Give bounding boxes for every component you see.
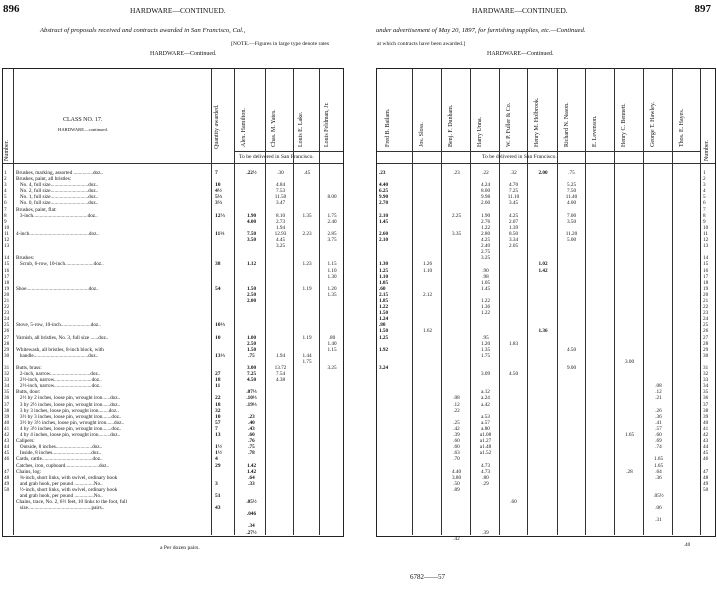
bidder-bennett: Henry C. Bennett. bbox=[621, 103, 627, 147]
delivery-banner-left: To be delivered in San Francisco. bbox=[239, 154, 314, 160]
left-row-numbers: 1 2 3 4 5 6 7 8 9 10 11 12 13 14 15 16 17 18 19 20 21 22 23 24 25 26 27 28 29 30 31 32 33 34 35 36 37 38 39 40 41 42 43 44 45 46 47 48 49 50 bbox=[4, 170, 10, 493]
hawley-column: .08 .12 .21 .26 .36 .41 .57 .60 .69 .74 1.65 1.65 .64 .36 .05½ .06 .31 bbox=[653, 383, 664, 524]
feldman-column: 8.00 1.75 2.40 2.85 3.75 1.15 1.10 1.30 1.20 1.35 .80 1.40 1.15 3.25 bbox=[327, 194, 337, 371]
bidder-fuller: W. P. Fuller & Co. bbox=[506, 102, 512, 147]
bidder-feldman: Louis Feldman, Jr. bbox=[324, 102, 330, 147]
quantity-column: 7 10 4½ 5⅓ 3⅔ 12⅔ 11⅓ 38 54 10⅓ 10 13⅓ 27 18 11 22 18 32 10 57 7 13 1½ 1½ 4 29 3 51 43 bbox=[215, 170, 225, 512]
right-running-head: HARDWARE—CONTINUED. bbox=[472, 6, 568, 15]
unna-column: .22 4.24 8.00 9.98 2.60 1.90 2.76 1.22 2.80 4.25 2.40 2.75 3.25 .90 .98 1.05 1.45 1.22 1.36 1.22 .95 1.20 1.35 1.75 3.09 a.12 a.24 a.42 a.53 a.57 a.80 a1.08 a1.27 a1.48 a1.52 4.73 4.73 .80 .29 .39 bbox=[479, 170, 492, 536]
hayes-column: .40 bbox=[683, 541, 691, 548]
left-section-title: HARDWARE—Continued. bbox=[150, 51, 217, 57]
footer-code: 6782——57 bbox=[410, 573, 445, 581]
note-continued: at which contracts have been awarded.] bbox=[377, 41, 466, 47]
bidder-hayes: Thos. E. Hayes. bbox=[679, 108, 685, 147]
bidder-unna: Harry Unna. bbox=[477, 117, 483, 147]
abstract-title-continued: under advertisement of May 20, 1897, for furnishing supplies, etc.—Continued. bbox=[376, 27, 586, 34]
right-table bbox=[376, 68, 716, 548]
nason-column: .75 5.25 7.50 11.40 4.00 7.00 3.50 11.20 5.00 4.50 9.00 bbox=[565, 170, 578, 371]
yates-column: .30 4.84 7.53 11.50 3.47 8.10 2.73 1.94 12.93 4.45 3.25 1.94 13.72 7.54 4.38 bbox=[274, 170, 287, 384]
bennett-column: 3.00 1.65 .28 bbox=[624, 358, 635, 475]
fuller-column: .32 4.70 7.25 11.10 3.45 4.25 2.07 1.39 8.50 3.34 2.05 1.83 4.50 .60 bbox=[507, 170, 520, 506]
left-page-number: 896 bbox=[3, 3, 20, 15]
left-items-column: Brushes, marking, assorted ...............doz.. Brushes, paint, all bristles: No. 4, full size.............................doz.. No. 2, full size.............................doz.. No. 1, full size.............................doz.. No. 0, full size.............................doz.. Brushes, paint, flat: 3-inch..........................................doz.. 4-inch..............................................doz.. Brushes: Scrub, 6-row, 10-inch......................doz.. Shoe................................................doz.. Stove, 5-row, 10-inch.......................doz.. Varnish, all bristles, No. 3, full size ......doz.. Whitewash, all bristles, 8-inch block, with handle..........................................doz.. Butts, brass: 2-inch, narrow...............................doz.. 2½-inch, narrow.............................doz.. 2½-inch, narrow.............................doz.. Butts, door: 2½ by 2 inches, loose pin, wrought iron......doz.. 3 by 2½ inches, loose pin, wrought iron......doz.. 3 by 3 inches, loose pin, wrought iron........doz.. 3½ by 3 inches, loose pin, wrought iron.......doz.. 3½ by 3½ inches, loose pin, wrought iron......doz.. 4 by 3½ inches, loose pin, wrought iron.......doz.. 4 by 4 inches, loose pin, wrought iron.........doz.. Calipers: Outside, 8 inches............................doz.. Inside, 8 inches..............................doz.. Cards, cattle.......................................doz.. Catches, iron, cupboard..........................doz.. Chains, log: ⅜-inch, short links, with swivel, ordinary hook and grab hook, per pound ...............No.. ½-inch, short links, with swivel, ordinary hook and grab hook, per pound ...............No.. Chains, trace, No. 2, 6½ feet, 10 links to the foot, full size.................................................pairs.. bbox=[16, 170, 127, 512]
left-table bbox=[2, 68, 344, 537]
number-column-header-right: Number. bbox=[704, 140, 710, 161]
abstract-title: Abstract of proposals received and contracts awarded in San Francisco, Cal., bbox=[40, 27, 246, 34]
right-row-numbers: 1 2 3 4 5 6 7 8 9 10 11 12 13 14 15 16 17 18 19 20 21 22 23 24 25 26 27 28 29 30 31 32 33 34 35 36 37 38 39 40 41 42 43 44 45 46 47 48 49 50 bbox=[703, 170, 709, 493]
quantity-column-header: Quantity awarded. bbox=[214, 104, 220, 149]
class-subheading: HARDWARE—continued. bbox=[58, 127, 108, 132]
footnote: a Per dozen pairs. bbox=[160, 545, 200, 551]
right-section-title: HARDWARE—Continued. bbox=[487, 51, 554, 57]
class-heading: CLASS NO. 17. bbox=[63, 117, 103, 123]
bidder-dunham: Benj. F. Dunham. bbox=[448, 104, 454, 147]
bidder-holbrook: Henry M. Holbrook. bbox=[534, 97, 540, 147]
bidder-sloss: Jos. Sloss. bbox=[419, 122, 425, 147]
bidder-bailam: Fred B. Bailam. bbox=[385, 108, 391, 147]
right-page-number: 897 bbox=[694, 3, 711, 15]
bidder-hawley: George T. Hawley. bbox=[650, 102, 656, 147]
bidder-levenson: E. Levenson. bbox=[592, 115, 598, 147]
holbrook-column: 2.00 1.02 1.42 1.36 bbox=[538, 170, 548, 335]
bailam-column: .23 4.40 6.25 9.90 2.70 2.10 1.45 2.60 2.10 1.30 1.25 1.10 1.05 .60 2.15 1.85 1.22 1.50 1.24 .80 1.50 1.25 1.92 3.24 bbox=[379, 170, 389, 371]
delivery-banner-right: To be delivered in San Francisco. bbox=[482, 154, 557, 160]
left-running-head: HARDWARE—CONTINUED. bbox=[130, 6, 226, 15]
dunham-column: .23 2.25 3.35 .08 .12 .22 .25 .42 .39 .60 .60 .63 .70 4.40 3.80 .50 .89 .42 bbox=[451, 170, 462, 542]
number-column-header: Number. bbox=[4, 140, 10, 161]
sloss-column: 1.26 1.10 2.12 1.62 bbox=[422, 261, 433, 335]
bidder-lake: Louis E. Lake. bbox=[298, 111, 304, 147]
bidder-nason: Richard N. Nason. bbox=[564, 102, 570, 147]
bidder-hamilton: Alex. Hamilton. bbox=[241, 108, 247, 147]
hamilton-column: .22½ 1.90 4.00 7.50 3.50 1.12 1.50 2.50 2.00 1.00 2.50 1.50 .75 3.00 7.25 4.50 .07⅓ .10⅓ .19⅓ .23 .40 .43 .60 .76 .75 .78 1.42 1.42 .64 .33 .05½ .046 .34 .27½ bbox=[246, 170, 257, 536]
bidder-yates: Chas. M. Yates. bbox=[271, 109, 277, 147]
note-text: [NOTE.—Figures in large type denote rates bbox=[231, 41, 330, 47]
lake-column: .45 1.35 2.23 1.23 1.19 1.19 1.44 1.75 bbox=[302, 170, 312, 365]
